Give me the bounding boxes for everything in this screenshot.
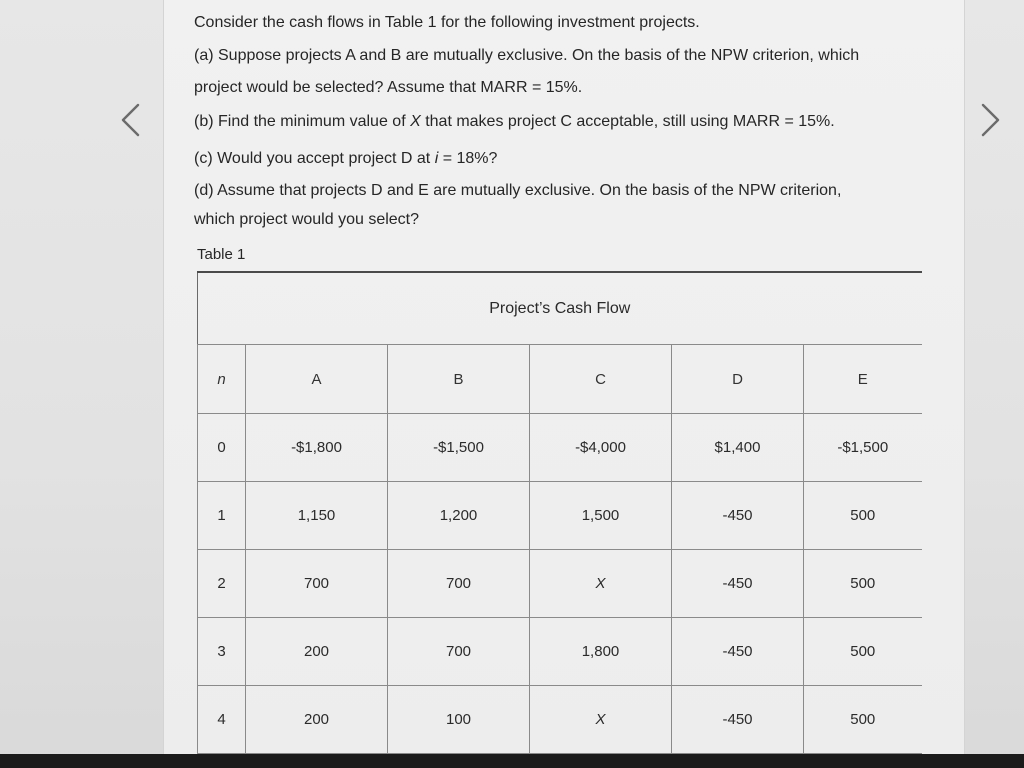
cell-c: X bbox=[530, 686, 672, 754]
problem-intro: Consider the cash flows in Table 1 for the following investment projects. bbox=[194, 14, 700, 31]
cell-b: -$1,500 bbox=[388, 414, 530, 482]
cell-c: 1,800 bbox=[530, 618, 672, 686]
table-row bbox=[198, 550, 922, 618]
cell-b: 700 bbox=[388, 618, 530, 686]
next-page-button[interactable] bbox=[970, 100, 1010, 140]
cell-d: -450 bbox=[672, 686, 804, 754]
column-header-n: n bbox=[198, 345, 246, 414]
question-d-line-2: which project would you select? bbox=[194, 211, 420, 228]
cell-n: 2 bbox=[198, 550, 246, 618]
chevron-left-icon bbox=[111, 100, 151, 140]
cell-b: 100 bbox=[388, 686, 530, 754]
cell-e: 500 bbox=[804, 482, 922, 550]
question-d-line-1: (d) Assume that projects D and E are mutually exclusive. On the basis of the NPW criterion, bbox=[194, 182, 842, 199]
cell-a: 200 bbox=[246, 686, 388, 754]
question-c-variable: i bbox=[434, 150, 439, 167]
cell-a: -$1,800 bbox=[246, 414, 388, 482]
table-row bbox=[198, 618, 922, 686]
column-header-d: D bbox=[672, 345, 804, 414]
question-c-text-post: = 18%? bbox=[438, 150, 498, 167]
cash-flow-table-container bbox=[197, 271, 921, 755]
cell-a: 700 bbox=[246, 550, 388, 618]
table-row bbox=[198, 414, 922, 482]
column-header-e: E bbox=[804, 345, 922, 414]
question-a-line-1: (a) Suppose projects A and B are mutually exclusive. On the basis of the NPW criterion, which bbox=[194, 47, 860, 64]
question-b-text-post: that makes project C acceptable, still using MARR = 15%. bbox=[420, 113, 835, 130]
cell-n: 0 bbox=[198, 414, 246, 482]
question-b bbox=[194, 112, 835, 132]
table-row bbox=[198, 686, 922, 754]
table-row bbox=[198, 482, 922, 550]
cell-b: 1,200 bbox=[388, 482, 530, 550]
cell-d: -450 bbox=[672, 618, 804, 686]
cell-c: X bbox=[530, 550, 672, 618]
cell-d: $1,400 bbox=[672, 414, 804, 482]
question-c-text-pre: (c) Would you accept project D at bbox=[194, 150, 435, 167]
cell-e: 500 bbox=[804, 618, 922, 686]
question-c bbox=[194, 149, 497, 169]
question-b-variable: X bbox=[410, 113, 421, 130]
cell-d: -450 bbox=[672, 482, 804, 550]
cell-b: 700 bbox=[388, 550, 530, 618]
chevron-right-icon bbox=[970, 100, 1010, 140]
cell-n: 4 bbox=[198, 686, 246, 754]
table-title: Project’s Cash Flow bbox=[198, 272, 922, 345]
column-header-a: A bbox=[246, 345, 388, 414]
cell-e: 500 bbox=[804, 550, 922, 618]
question-a-line-2: project would be selected? Assume that MARR = 15%. bbox=[194, 79, 583, 96]
column-header-c: C bbox=[530, 345, 672, 414]
cell-c: -$4,000 bbox=[530, 414, 672, 482]
cash-flow-table bbox=[197, 271, 922, 754]
previous-page-button[interactable] bbox=[111, 100, 151, 140]
table-label: Table 1 bbox=[197, 246, 246, 263]
screen-bezel bbox=[0, 754, 1024, 768]
cell-c: 1,500 bbox=[530, 482, 672, 550]
cell-d: -450 bbox=[672, 550, 804, 618]
question-b-text-pre: (b) Find the minimum value of bbox=[194, 113, 411, 130]
cell-n: 3 bbox=[198, 618, 246, 686]
cell-a: 1,150 bbox=[246, 482, 388, 550]
cell-e: 500 bbox=[804, 686, 922, 754]
column-header-b: B bbox=[388, 345, 530, 414]
cell-e: -$1,500 bbox=[804, 414, 922, 482]
cell-a: 200 bbox=[246, 618, 388, 686]
cell-n: 1 bbox=[198, 482, 246, 550]
